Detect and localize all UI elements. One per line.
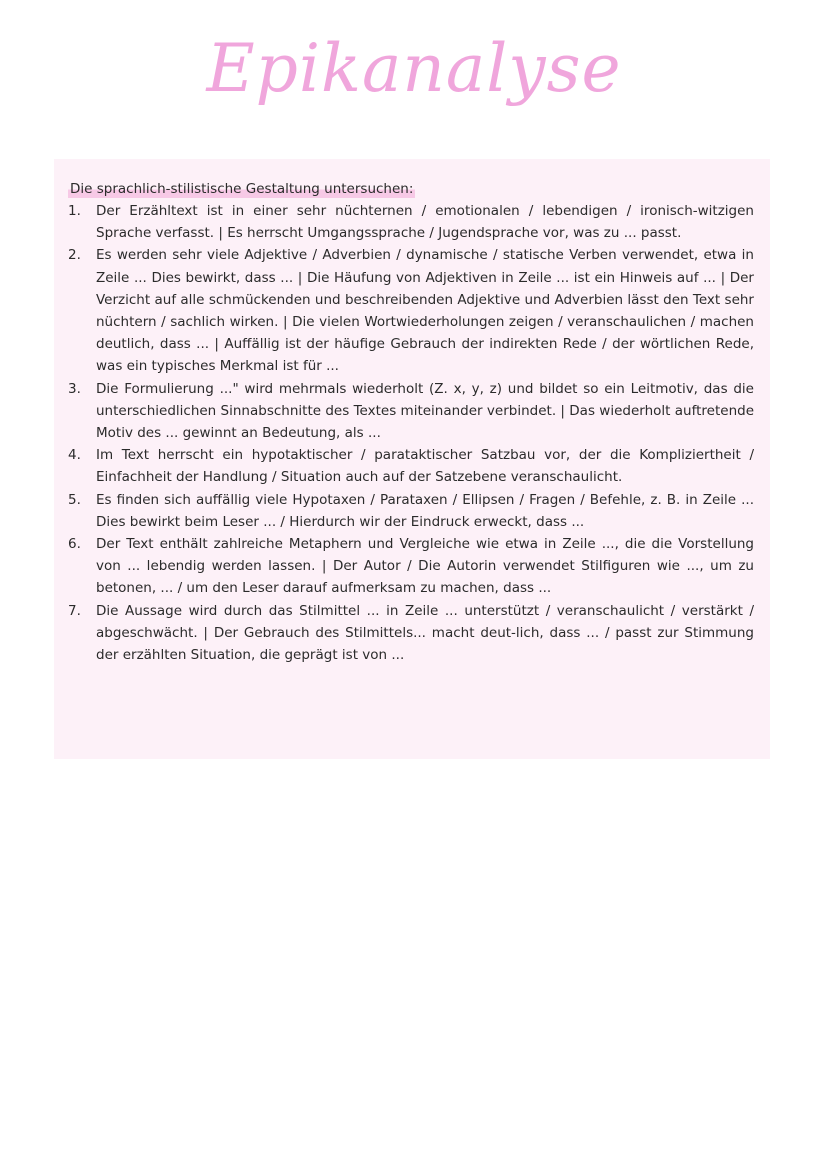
- list-item: [66, 533, 754, 600]
- list-item: [66, 600, 754, 667]
- item-text: Es finden sich auffällig viele Hypotaxen / Parataxen / Ellipsen / Fragen / Befehle, z. B. in Zeile ... Dies bewirkt beim Leser ... / Hierdurch wir der Eindruck erweckt, dass ...: [96, 491, 754, 530]
- list-item: [66, 444, 754, 488]
- item-text: Der Erzähltext ist in einer sehr nüchternen / emotionalen / lebendigen / ironisch-witzigen Sprache verfasst. | Es herrscht Umgangssprache / Jugendsprache vor, was zu ... passt.: [96, 203, 754, 242]
- item-list: [66, 200, 754, 666]
- item-number: 6.: [68, 536, 81, 553]
- item-number: 5.: [68, 491, 81, 508]
- item-number: 4.: [68, 447, 81, 464]
- item-text: Die Aussage wird durch das Stilmittel ... in Zeile ... unterstützt / veranschaulicht / verstärkt / abgeschwächt. | Der Gebrauch des Stilmittels... macht deut-lich, dass ... / passt zur Stimmung der erzählten Situation, die geprägt ist von ...: [96, 602, 754, 664]
- item-number: 3.: [68, 380, 81, 397]
- item-text: Die Formulierung ..." wird mehrmals wiederholt (Z. x, y, z) und bildet so ein Leitmotiv, das die unterschiedlichen Sinnabschnitte des Textes miteinander verbindet. | Das wiederholt auftretende Motiv des ... gewinnt an Bedeutung, als ...: [96, 380, 754, 442]
- item-text: Der Text enthält zahlreiche Metaphern und Vergleiche wie etwa in Zeile ..., die die Vorstellung von ... lebendig werden lassen. | Der Autor / Die Autorin verwendet Stilfiguren wie ..., um zu betonen, ... / um den Leser darauf aufmerksam zu machen, dass ...: [96, 536, 754, 597]
- list-item: [66, 489, 754, 533]
- page-title: Epikanalyse: [206, 30, 622, 107]
- item-number: 2.: [68, 247, 81, 264]
- item-text: Es werden sehr viele Adjektive / Adverbien / dynamische / statische Verben verwendet, etwa in Zeile ... Dies bewirkt, dass ... | Die Häufung von Adjektiven in Zeile ... ist ein Hinweis auf ... | Der Verzicht auf alle schmückenden und beschreibenden Adjektive und Adverbien lässt den Text sehr nüchtern / sachlich wirken. | Die vielen Wortwiederholungen zeigen / veranschaulichen / machen deutlich, dass ... | Auffällig ist der häufige Gebrauch der indirekten Rede / der wörtlichen Rede, was ein typisches Merkmal ist für ...: [96, 247, 754, 375]
- list-item: [66, 378, 754, 445]
- item-number: 7.: [68, 602, 81, 619]
- section-heading: Die sprachlich-stilistische Gestaltung untersuchen:: [68, 178, 415, 200]
- item-text: Im Text herrscht ein hypotaktischer / parataktischer Satzbau vor, der die Kompliziertheit / Einfachheit der Handlung / Situation auch auf der Satzebene veranschaulicht.: [96, 447, 754, 486]
- item-number: 1.: [68, 203, 81, 219]
- list-item: [66, 244, 754, 377]
- list-item: [66, 200, 754, 244]
- content-card: [54, 159, 770, 759]
